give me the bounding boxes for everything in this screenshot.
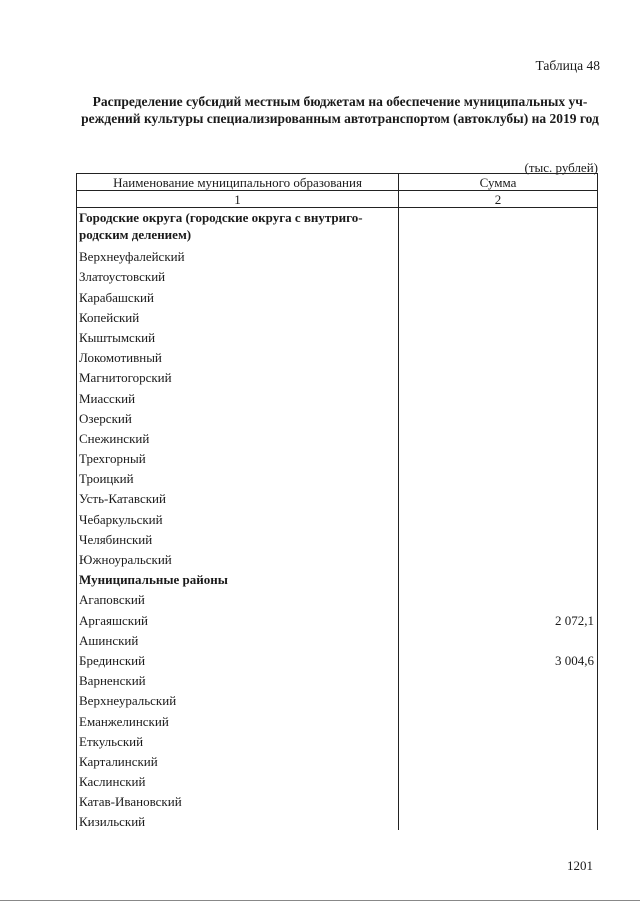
municipality-name: Каслинский <box>77 770 399 790</box>
subsidy-amount: 2 072,1 <box>399 608 598 628</box>
municipality-name: Трехгорный <box>77 447 399 467</box>
municipality-name: Троицкий <box>77 467 399 487</box>
table-row <box>77 427 598 447</box>
table-row <box>77 608 598 628</box>
table-row <box>77 810 598 830</box>
subsidy-amount <box>399 528 598 548</box>
municipality-name: Верхнеуральский <box>77 689 399 709</box>
table-row <box>77 407 598 427</box>
subsidy-amount <box>399 208 598 246</box>
table-row <box>77 689 598 709</box>
table-row <box>77 467 598 487</box>
subsidy-amount <box>399 548 598 568</box>
subsidy-amount <box>399 790 598 810</box>
table-row <box>77 487 598 507</box>
table-row <box>77 730 598 750</box>
document-title: Распределение субсидий местным бюджетам на обеспечение муниципальных учреждений культуры специализированным автотранспортом (автоклубы) на 2019 год <box>81 94 599 126</box>
municipality-name: Челябинский <box>77 528 399 548</box>
municipality-name: Верхнеуфалейский <box>77 245 399 265</box>
subsidy-amount: 3 004,6 <box>399 649 598 669</box>
table-row <box>77 770 598 790</box>
subsidy-amount <box>399 487 598 507</box>
municipality-name: Озерский <box>77 407 399 427</box>
subsidy-amount <box>399 810 598 830</box>
subsidy-amount <box>399 407 598 427</box>
municipality-name: Златоустовский <box>77 265 399 285</box>
subsidy-amount <box>399 306 598 326</box>
table-row <box>77 245 598 265</box>
subsidy-amount <box>399 588 598 608</box>
municipality-name: Городские округа (городские округа с внутригородским делением) <box>77 208 399 246</box>
group-header-row <box>77 568 598 588</box>
table-row <box>77 750 598 770</box>
table-row <box>77 346 598 366</box>
units-label: (тыс. рублей) <box>524 160 598 175</box>
subsidy-amount <box>399 709 598 729</box>
table-row <box>77 649 598 669</box>
municipality-name: Варненский <box>77 669 399 689</box>
subsidy-amount <box>399 447 598 467</box>
subsidy-amount <box>399 750 598 770</box>
name-column-index: 1 <box>77 191 399 208</box>
table-row <box>77 629 598 649</box>
municipality-name: Миасский <box>77 386 399 406</box>
table-row <box>77 326 598 346</box>
subsidy-amount <box>399 285 598 305</box>
municipality-name: Агаповский <box>77 588 399 608</box>
subsidy-amount <box>399 326 598 346</box>
municipality-name: Брединский <box>77 649 399 669</box>
municipality-name: Карабашский <box>77 285 399 305</box>
subsidy-amount <box>399 386 598 406</box>
municipality-name: Муниципальные районы <box>77 568 399 588</box>
header-row <box>77 174 598 191</box>
municipality-name: Карталинский <box>77 750 399 770</box>
table-row <box>77 306 598 326</box>
subsidy-amount <box>399 669 598 689</box>
table-row <box>77 265 598 285</box>
table-row <box>77 386 598 406</box>
subsidy-amount <box>399 568 598 588</box>
table-row <box>77 366 598 386</box>
group-header-row <box>77 208 598 246</box>
name-column-header: Наименование муниципального образования <box>77 174 399 191</box>
table-body <box>77 208 598 831</box>
municipality-name: Аргаяшский <box>77 608 399 628</box>
table-row <box>77 447 598 467</box>
table-row <box>77 669 598 689</box>
subsidy-amount <box>399 366 598 386</box>
municipality-name: Кыштымский <box>77 326 399 346</box>
subsidy-amount <box>399 629 598 649</box>
table-row <box>77 709 598 729</box>
subsidy-amount <box>399 245 598 265</box>
municipality-name: Катав-Ивановский <box>77 790 399 810</box>
municipality-name: Южноуральский <box>77 548 399 568</box>
subsidy-amount <box>399 507 598 527</box>
municipality-name: Копейский <box>77 306 399 326</box>
index-row <box>77 191 598 208</box>
municipality-name: Усть-Катавский <box>77 487 399 507</box>
municipality-name: Еткульский <box>77 730 399 750</box>
table-row <box>77 790 598 810</box>
subsidy-amount <box>399 467 598 487</box>
subsidy-amount <box>399 427 598 447</box>
table-row <box>77 588 598 608</box>
amount-column-header: Сумма <box>399 174 598 191</box>
amount-column-index: 2 <box>399 191 598 208</box>
table-row <box>77 548 598 568</box>
subsidy-table <box>76 173 598 830</box>
subsidy-amount <box>399 730 598 750</box>
table-row <box>77 507 598 527</box>
page-edge-divider <box>0 900 640 901</box>
municipality-name: Снежинский <box>77 427 399 447</box>
municipality-name: Чебаркульский <box>77 507 399 527</box>
table-row <box>77 285 598 305</box>
subsidy-amount <box>399 689 598 709</box>
subsidy-amount <box>399 265 598 285</box>
table-number: Таблица 48 <box>535 58 600 73</box>
subsidy-amount <box>399 770 598 790</box>
municipality-name: Ашинский <box>77 629 399 649</box>
subsidy-amount <box>399 346 598 366</box>
page-number: 1201 <box>567 858 593 873</box>
municipality-name: Магнитогорский <box>77 366 399 386</box>
table-row <box>77 528 598 548</box>
municipality-name: Кизильский <box>77 810 399 830</box>
municipality-name: Локомотивный <box>77 346 399 366</box>
municipality-name: Еманжелинский <box>77 709 399 729</box>
